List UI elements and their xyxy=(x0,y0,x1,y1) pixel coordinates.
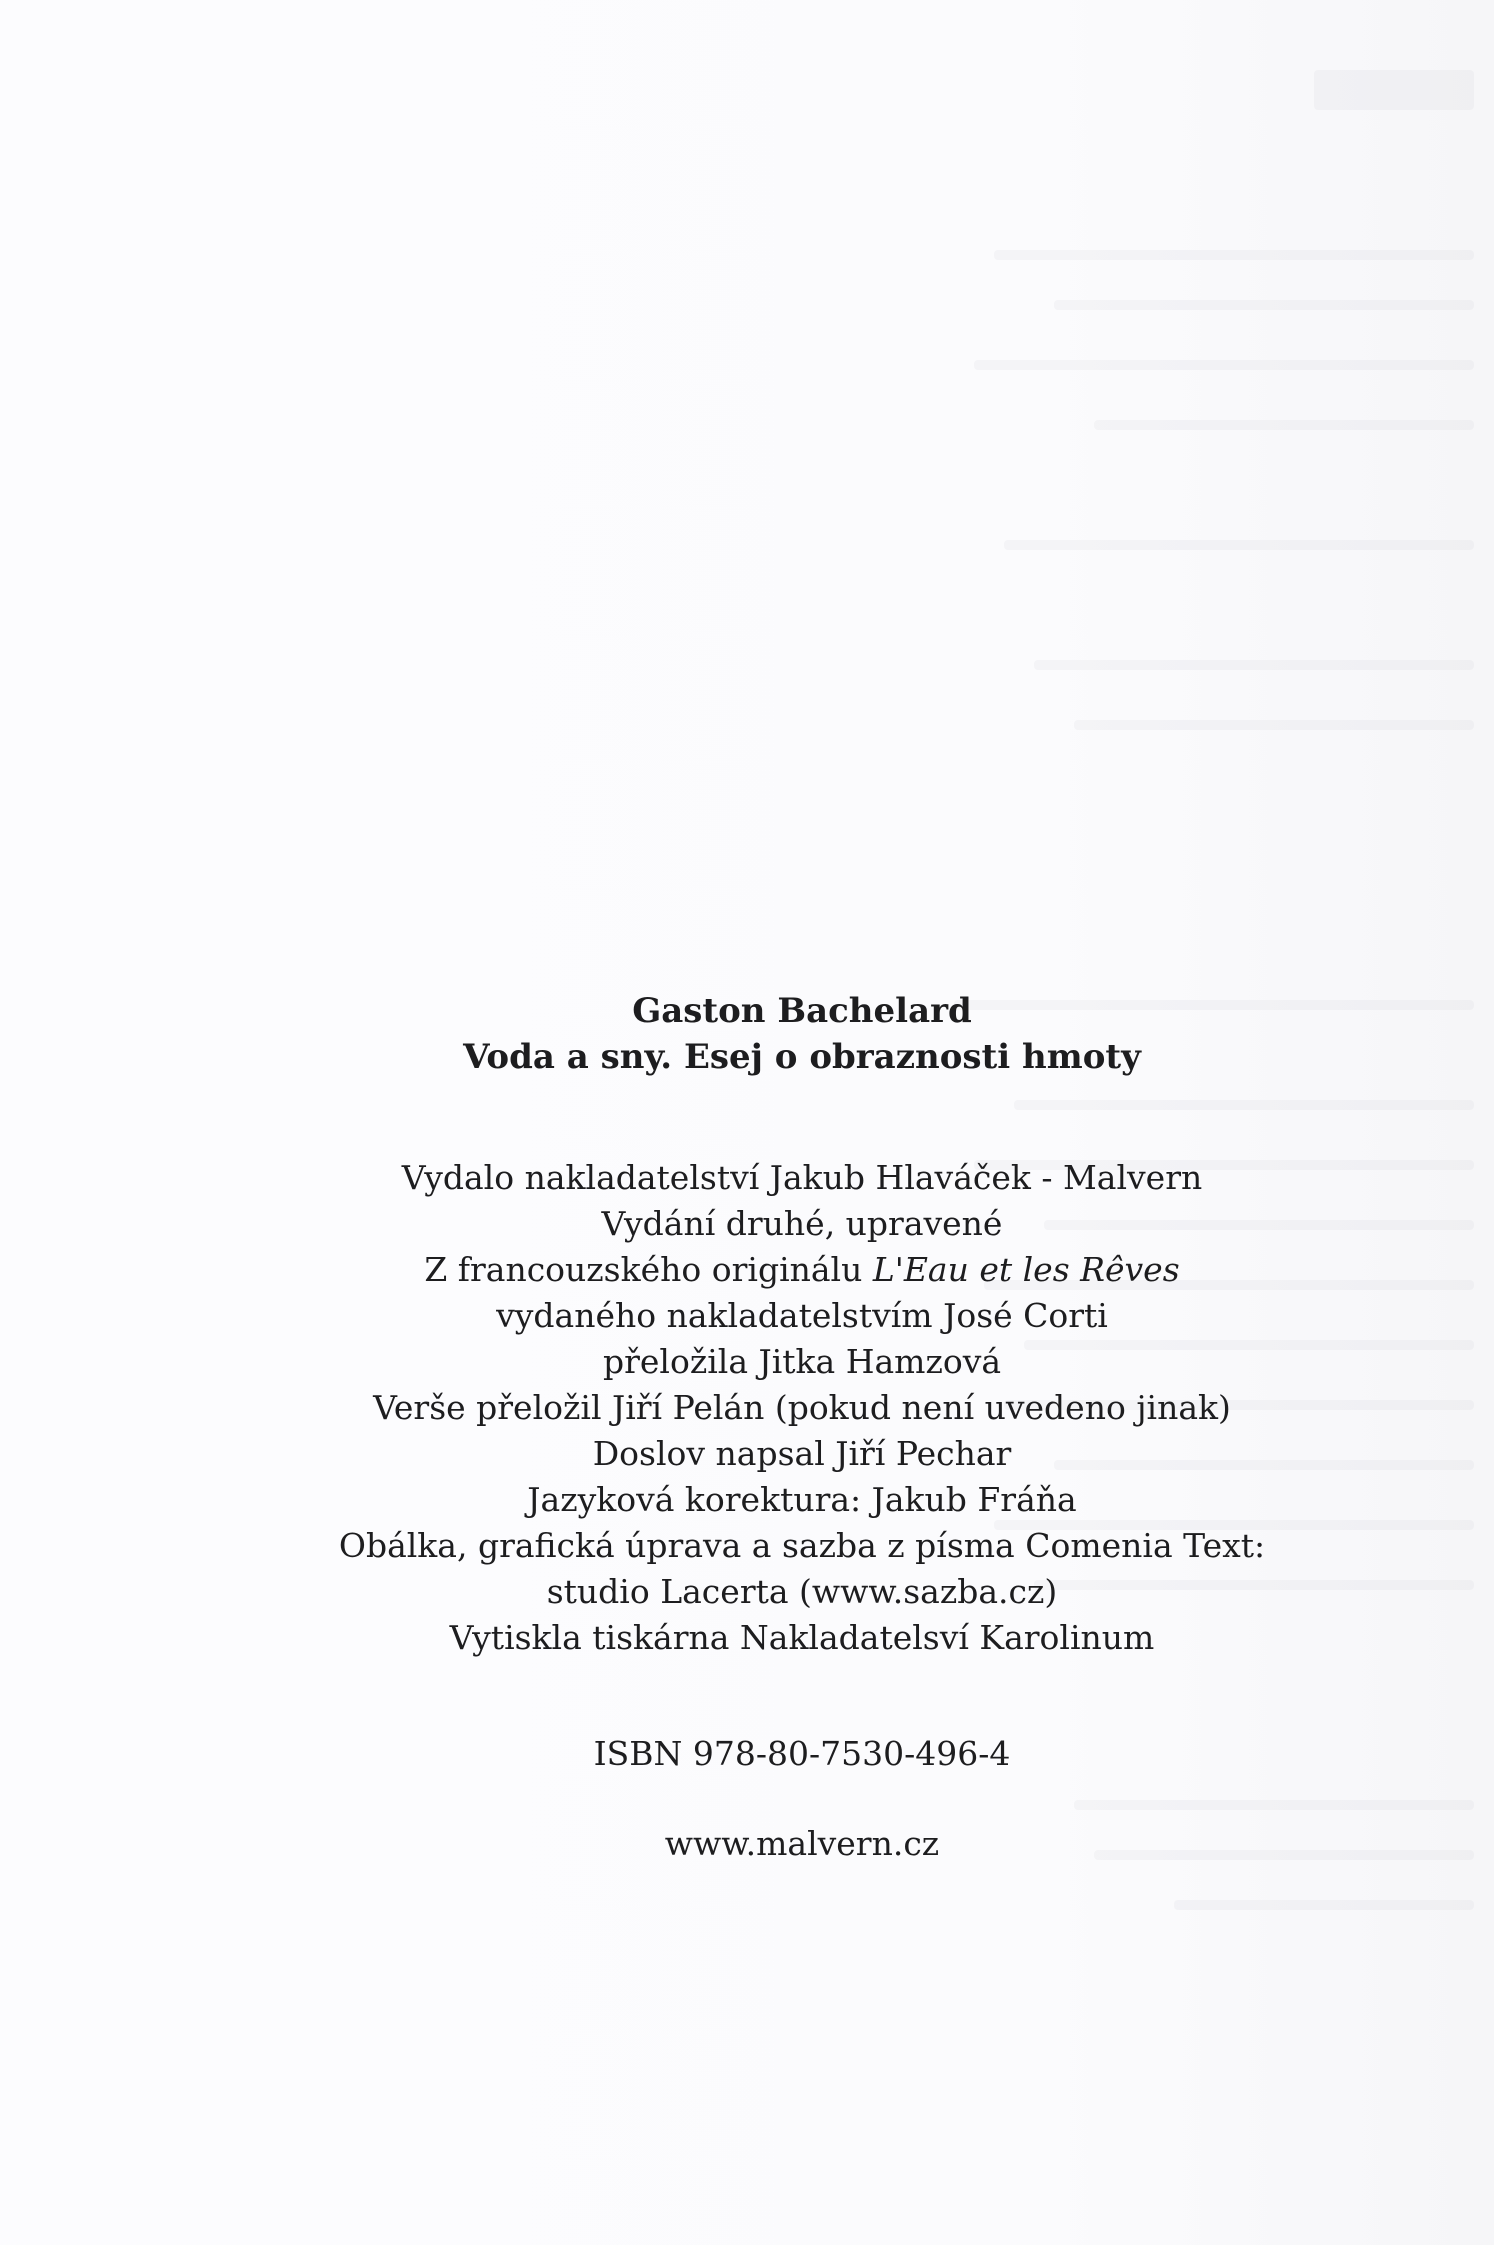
studio-line: studio Lacerta (www.sazba.cz) xyxy=(546,1572,1058,1611)
original-prefix: Z francouzského originálu xyxy=(424,1250,873,1289)
publisher-line: Vydalo nakladatelství Jakub Hlaváček - Malvern xyxy=(401,1158,1203,1197)
edition-line: Vydání druhé, upravené xyxy=(601,1204,1003,1243)
author-name: Gaston Bachelard xyxy=(632,991,972,1031)
printer-line: Vytiskla tiskárna Nakladatelsví Karolinum xyxy=(449,1618,1155,1657)
translator-line: přeložila Jitka Hamzová xyxy=(602,1342,1002,1381)
original-title: L'Eau et les Rêves xyxy=(872,1250,1180,1289)
book-title: Voda a sny. Esej o obraznosti hmoty xyxy=(463,1037,1141,1077)
publication-details xyxy=(262,1155,1342,1661)
website: www.malvern.cz xyxy=(664,1824,940,1863)
original-title-line xyxy=(262,1247,1342,1293)
design-line: Obálka, grafická úprava a sazba z písma Comenia Text: xyxy=(338,1526,1266,1565)
original-publisher-line: vydaného nakladatelstvím José Corti xyxy=(496,1296,1108,1335)
verse-translator-line: Verše přeložil Jiří Pelán (pokud není uvedeno jinak) xyxy=(373,1388,1231,1427)
isbn: ISBN 978-80-7530-496-4 xyxy=(593,1734,1011,1773)
proofreading-line: Jazyková korektura: Jakub Fráňa xyxy=(527,1480,1077,1519)
colophon xyxy=(262,988,1342,1867)
afterword-line: Doslov napsal Jiří Pechar xyxy=(592,1434,1012,1473)
